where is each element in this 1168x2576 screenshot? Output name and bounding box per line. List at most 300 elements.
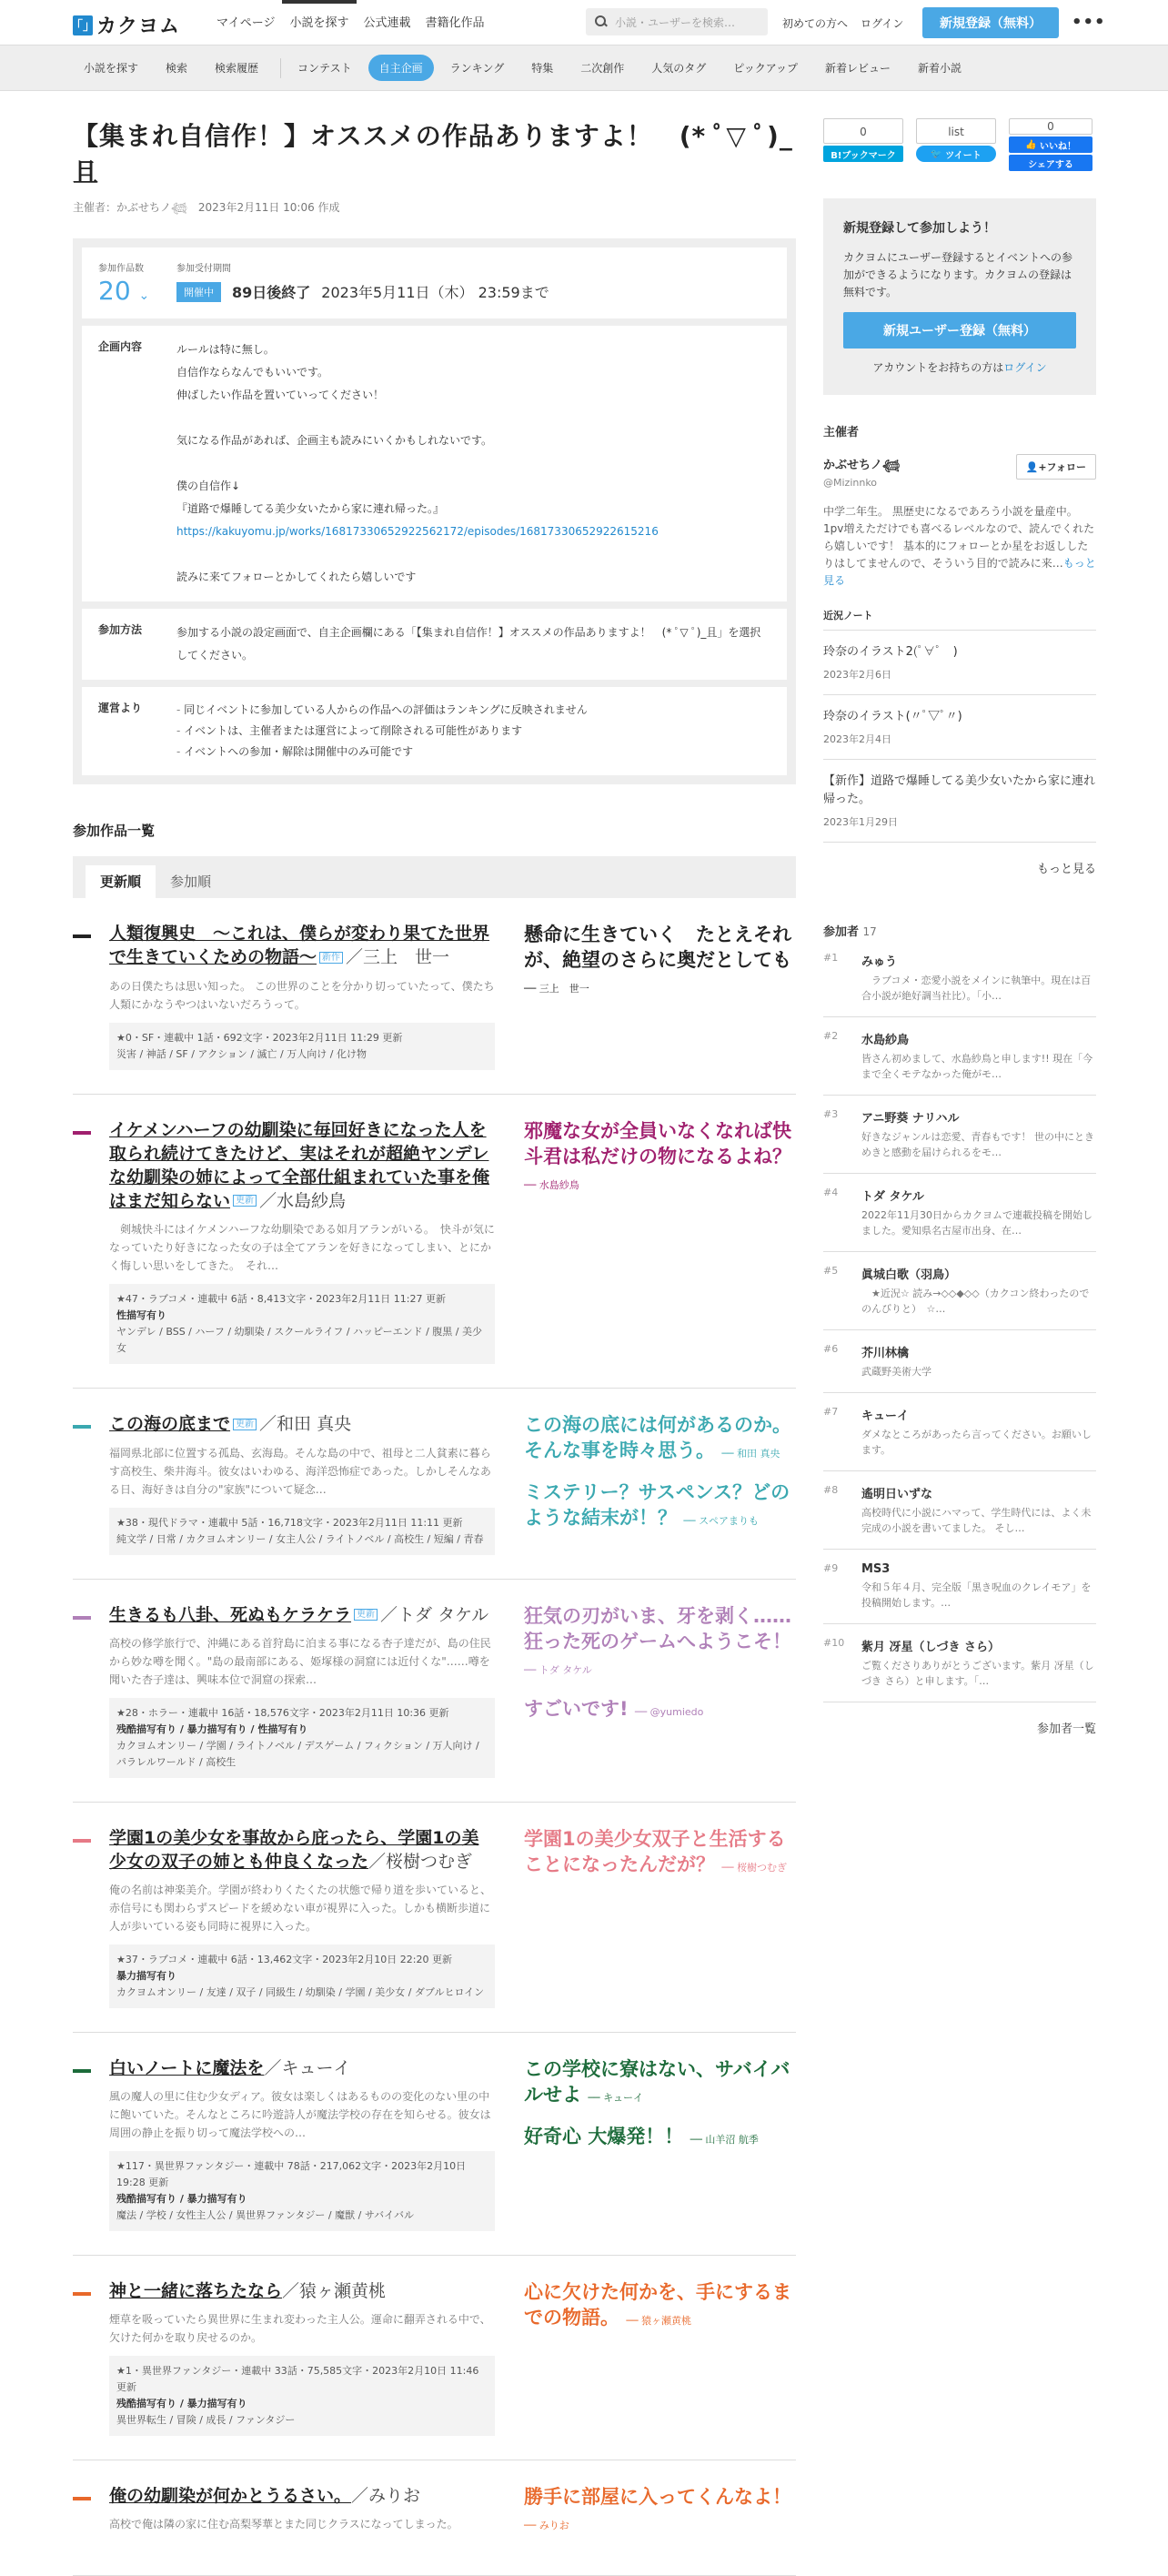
global-nav <box>209 0 492 45</box>
catchphrase[interactable] <box>524 2124 796 2153</box>
participants-count: 17 <box>862 925 877 938</box>
work-author[interactable]: 三上 世一 <box>363 947 450 967</box>
work-title-line <box>109 2279 495 2303</box>
catchphrases <box>495 2484 796 2551</box>
participant-name[interactable]: 紫月 冴星（しづき さら） <box>861 1641 1001 1654</box>
work-title[interactable]: 人類復興史 ～これは、僕らが変わり果てた世界で生きていくための物語～ <box>109 924 490 967</box>
event-method <box>82 609 787 680</box>
participant-name[interactable]: 芥川林檎 <box>861 1347 910 1360</box>
hatena-bookmark[interactable] <box>823 118 903 171</box>
sidebar <box>823 91 1096 1736</box>
work-meta <box>109 1508 495 1555</box>
participant-desc: 令和５年４月、完全版「黒き呪血のクレイモア」を投稿開始します。… <box>861 1581 1092 1609</box>
work-author-sep: ／ <box>346 947 364 967</box>
catchphrase[interactable] <box>524 1696 796 1725</box>
work-meta <box>109 1698 495 1778</box>
work-author-sep: ／ <box>351 2486 369 2506</box>
participant-item[interactable] <box>823 1252 1096 1330</box>
tweet-label: ツイート <box>945 150 982 161</box>
search-input[interactable] <box>586 8 768 35</box>
nav-books[interactable]: 書籍化作品 <box>425 16 485 30</box>
nav-mypage[interactable]: マイページ <box>216 16 276 30</box>
participant-item[interactable] <box>823 1393 1096 1471</box>
work-title-line <box>109 2484 495 2508</box>
page-title: 【集まれ自信作！】オススメの作品ありますよ！ (* ﾟ▽ ﾟ)_且 <box>73 121 793 187</box>
participant-name[interactable]: 眞城白歌（羽鳥） <box>861 1268 957 1282</box>
work-intro: あの日僕たちは思い知った。 この世界のことを分かり切っていたって、僕たち人類にかなうやつはいないだろうって。 <box>109 979 495 1011</box>
ops-item: - 同じイベントに参加している人からの作品への評価はランキングに反映されません <box>176 700 588 721</box>
catch-text: この学校に寮はない、サバイバルせよ <box>524 2058 790 2106</box>
works-heading: 参加作品一覧 <box>73 823 156 839</box>
tweet-button[interactable] <box>916 146 996 162</box>
catch-by: ── 山羊沼 航季 <box>690 2134 759 2146</box>
event-ops <box>82 687 787 775</box>
catch-author: @yumiedo <box>649 1705 704 1718</box>
work-item <box>73 1580 796 1803</box>
event-panel <box>73 238 796 784</box>
color-bar <box>73 1425 91 1429</box>
work-intro: 高校の修学旅行で、沖縄にある首狩島に泊まる事になる杏子達だが、島の住民から妙な噂を聞く。"島の最南部にある、姫塚様の洞窟には近付くな"……噂を聞いた杏子達は、興味本位で洞窟の探索… <box>109 1637 491 1686</box>
subnav-contest[interactable]: コンテスト <box>297 62 352 75</box>
note-title: 玲奈のイラスト(〃ﾟ▽ﾟ〃) <box>823 710 962 723</box>
work-info <box>109 1412 495 1555</box>
search-icon <box>595 15 608 28</box>
entry-period <box>176 260 549 306</box>
work-intro: 福岡県北部に位置する孤島、玄海島。そんな島の中で、祖母と二人貧素に暮らす高校生、柴井海斗。彼女はいわゆる、海洋恐怖症であった。しかしそんなある日、海好きは自分の"家族"について疑念… <box>109 1446 491 1496</box>
catch-author: 桜樹つむぎ <box>737 1862 788 1874</box>
work-author[interactable]: 和田 真央 <box>277 1414 352 1434</box>
catch-by: ── 和田 真央 <box>721 1448 780 1460</box>
host-id: @Mizinnko <box>823 477 878 489</box>
work-author-sep: ／ <box>264 2058 282 2078</box>
participant-rank: #1 <box>823 952 839 964</box>
content-url-link[interactable]: https://kakuyomu.jp/works/16817330652922562172/episodes/16817330652922615216 <box>176 525 659 538</box>
login-link[interactable]: ログイン <box>861 17 904 30</box>
participant-rank: #7 <box>823 1406 839 1418</box>
work-stats: ★0・SF・連載中 1話・692文字・2023年2月11日 11:29 更新 <box>116 1031 403 1044</box>
work-title[interactable]: 俺の幼馴染が何かとうるさい。 <box>109 2486 352 2506</box>
catchphrases <box>495 1118 796 1365</box>
content-line: 気になる作品があれば、企画主も読みにいくかもしれないです。 <box>176 434 493 447</box>
host-desc-text: 中学二年生。 黒歴史になるであろう小説を量産中。 1pv増えただけでも喜べるレベルなので、読んでくれたら嬉しいです！ 基本的にフォローとか星をお返ししたりはしてませんので、そういう目的で読みに来… <box>823 505 1095 570</box>
participant-rank: #3 <box>823 1108 839 1120</box>
work-stats: ★28・ホラー・連載中 16話・18,576文字・2023年2月11日 10:36 更新 <box>116 1707 449 1719</box>
work-title[interactable]: 白いノートに魔法を <box>109 2058 265 2078</box>
catch-author: 山羊沼 航季 <box>705 2134 759 2146</box>
host-heading: 主催者 <box>823 426 860 439</box>
catchphrase[interactable] <box>524 2056 796 2111</box>
notes-more-link[interactable]: もっと見る <box>1036 863 1096 876</box>
participant-rank: #4 <box>823 1187 839 1198</box>
subnav-user-events[interactable]: 自主企画 <box>368 55 434 81</box>
catch-by: ── 桜樹つむぎ <box>721 1862 788 1874</box>
catch-text: 学園1の美少女双子と生活することになったんだが？ <box>524 1828 786 1875</box>
work-meta <box>109 2356 495 2436</box>
catch-by: ── みりお <box>524 2520 569 2531</box>
subnav-search[interactable]: 検索 <box>166 62 188 75</box>
work-title-line <box>109 1118 495 1214</box>
work-title[interactable]: イケメンハーフの幼馴染に毎回好きになった人を取られ続けてきたけど、実はそれが超絶ヤンデレな幼馴染の姉によって全部仕組まれていた事を俺はまだ知らない <box>109 1119 490 1211</box>
work-title-line <box>109 1826 495 1874</box>
participant-rank: #2 <box>823 1030 839 1042</box>
work-warnings: 残酷描写有り / 暴力描写有り <box>116 2193 247 2205</box>
follow-label: フォロー <box>1046 461 1086 473</box>
work-tags[interactable]: ヤンデレ / BSS / ハーフ / 幼馴染 / スクールライフ / ハッピーエンド / 腹黒 / 美少女 <box>116 1326 483 1354</box>
work-tags[interactable]: 災害 / 神話 / SF / アクション / 滅亡 / 万人向け / 化け物 <box>116 1047 367 1060</box>
catch-author: 水島紗鳥 <box>539 1178 579 1191</box>
participants-all-link[interactable]: 参加者一覧 <box>1036 1722 1096 1736</box>
remaining-days: 89日後終了 <box>232 284 311 301</box>
work-title[interactable]: 生きるも八卦、死ぬもケラケラ <box>109 1604 352 1625</box>
like-button[interactable] <box>1009 136 1092 153</box>
new-badge: 新作 <box>319 952 343 964</box>
more-menu-icon[interactable]: ••• <box>1072 13 1106 32</box>
participant-rank: #10 <box>823 1637 845 1649</box>
ops-item: - イベントは、主催者または運営によって削除される可能性があります <box>176 721 588 742</box>
work-author[interactable]: 猿ヶ瀬黄桃 <box>299 2281 387 2301</box>
share-button[interactable]: シェアする <box>1009 155 1092 171</box>
subnav-features[interactable]: 特集 <box>531 62 554 75</box>
catchphrase[interactable] <box>524 2484 796 2539</box>
catch-text: ミステリー？サスペンス？どのような結末が！？ <box>524 1481 790 1529</box>
catch-text: 懸命に生きていく たとえそれが、絶望のさらに奥だとしても <box>524 924 791 971</box>
work-author[interactable]: 水島紗鳥 <box>277 1190 347 1211</box>
hatena-button[interactable]: B!ブックマーク <box>823 146 903 162</box>
catch-text: すごいです! <box>524 1697 629 1720</box>
participant-desc: ダメなところがあったら言ってください。お願いします。 <box>861 1429 1092 1456</box>
participant-item[interactable] <box>823 1624 1096 1702</box>
note-title: 【新作】道路で爆睡してる美少女いたから家に連れ帰った。 <box>823 774 1096 806</box>
work-info <box>109 2484 495 2551</box>
participant-item[interactable] <box>823 1550 1096 1624</box>
work-info <box>109 1603 495 1779</box>
work-author-sep: ／ <box>259 1414 277 1434</box>
subnav-reviews[interactable]: 新着レビュー <box>824 62 891 75</box>
sub-nav <box>0 45 1168 91</box>
event-summary <box>82 247 787 318</box>
ops-label: 運営より <box>98 702 143 714</box>
participant-desc: ご覧くださりありがとうございます。紫月 冴星（しづき さら）と申します。「… <box>861 1660 1094 1687</box>
status-badge: 開催中 <box>176 282 221 302</box>
catch-by: ── @yumiedo <box>634 1705 704 1718</box>
catchphrase[interactable] <box>524 1826 796 1881</box>
nav-find-novels[interactable]: 小説を探す <box>282 0 356 45</box>
main-column <box>73 91 796 2576</box>
participant-item[interactable] <box>823 939 1096 1017</box>
work-item <box>73 898 796 1095</box>
host-more-link[interactable]: もっと見る <box>823 557 1096 587</box>
work-tags[interactable]: 魔法 / 学校 / 女性主人公 / 異世界ファンタジー / 魔獣 / サバイバル <box>116 2209 414 2221</box>
list-tweet[interactable] <box>916 118 996 171</box>
ops-list <box>176 700 588 763</box>
work-item <box>73 1803 796 2033</box>
nav-official[interactable]: 公式連載 <box>363 16 411 30</box>
catch-text: 邪魔な女が全員いなくなれば快斗君は私だけの物になるよね？ <box>524 1119 791 1167</box>
participant-rank: #9 <box>823 1562 839 1574</box>
content-line: ルールは特に無し。 <box>176 343 275 356</box>
catchphrase[interactable] <box>524 922 796 1002</box>
work-title-line <box>109 1412 495 1437</box>
participant-desc: ★近況☆ 読み→◇◇◆◇◇（カクコン終わったのでのんびりと） ☆… <box>861 1288 1090 1315</box>
work-item <box>73 2256 796 2460</box>
work-author[interactable]: トダ タケル <box>398 1604 489 1625</box>
catchphrases <box>495 922 796 1070</box>
participant-rank: #8 <box>823 1484 839 1496</box>
work-author-sep: ／ <box>259 1190 277 1211</box>
participant-item[interactable] <box>823 1096 1096 1174</box>
work-author[interactable]: 桜樹つむぎ <box>386 1852 473 1872</box>
method-label: 参加方法 <box>98 623 143 636</box>
signup-button[interactable]: 新規ユーザー登録（無料） <box>843 312 1076 349</box>
participant-desc: 好きなジャンルは恋愛、青春もです！ 世の中にときめきと感動を届けられるをモ… <box>861 1131 1094 1158</box>
content-label: 企画内容 <box>98 340 143 353</box>
participants-label: 参加者 <box>823 925 860 939</box>
participant-name[interactable]: 水島紗鳥 <box>861 1034 910 1047</box>
catch-author: 和田 真央 <box>737 1448 780 1460</box>
works-tabs <box>73 856 796 898</box>
signup-card <box>823 198 1096 395</box>
note-date: 2023年1月29日 <box>823 816 898 828</box>
like-label: いいね！ <box>1039 141 1076 152</box>
catchphrases <box>495 2279 796 2436</box>
catch-by: ── 猿ヶ瀬黄桃 <box>626 2315 692 2327</box>
work-tags[interactable]: 異世界転生 / 冒険 / 成長 / ファンタジー <box>116 2414 296 2426</box>
content-line: 読みに来てフォローとかしてくれたら嬉しいです <box>176 571 417 583</box>
catchphrase[interactable] <box>524 1480 796 1534</box>
follow-button[interactable] <box>1016 454 1096 480</box>
work-title[interactable]: この海の底まで <box>109 1414 231 1434</box>
catch-by: ── スペアまりも <box>683 1515 760 1527</box>
catch-by: ── 三上 世一 <box>524 983 589 995</box>
login-link[interactable]: ログイン <box>1003 361 1047 374</box>
work-warnings: 残酷描写有り / 暴力描写有り / 性描写有り <box>116 1723 308 1735</box>
participant-desc: ラブコメ・恋愛小説をメインに執筆中。現在は百合小説が絶好調当社比）。「小… <box>861 975 1092 1002</box>
work-author-sep: ／ <box>380 1604 398 1625</box>
catch-author: みりお <box>539 2520 569 2531</box>
event-content <box>82 326 787 601</box>
subnav-find[interactable]: 小説を探す <box>84 62 139 75</box>
participant-item[interactable] <box>823 1330 1096 1393</box>
subnav-fanfic[interactable]: 二次創作 <box>580 62 625 75</box>
thumbs-up-icon: 👍 <box>1025 139 1040 150</box>
subnav-new[interactable]: 新着小説 <box>917 62 962 75</box>
note-item[interactable] <box>823 760 1096 843</box>
work-title-line <box>109 1603 495 1628</box>
catchphrase[interactable] <box>524 2279 796 2334</box>
deadline: 2023年5月11日（木） 23:59まで <box>321 284 549 301</box>
catch-text: 好奇心 大爆発！！ <box>524 2126 684 2147</box>
work-title-line <box>109 922 495 970</box>
catch-author: 猿ヶ瀬黄桃 <box>641 2315 692 2327</box>
signup-text: カクヨムにユーザー登録するとイベントへの参加ができるようになります。カクヨムの登録は無料です。 <box>843 251 1073 298</box>
participant-name[interactable]: アニ野葵 ナリハル <box>861 1112 960 1126</box>
color-bar <box>73 1131 91 1135</box>
participant-item[interactable] <box>823 1471 1096 1550</box>
subnav-history[interactable]: 検索履歴 <box>215 62 259 75</box>
list-button[interactable]: list <box>916 118 996 144</box>
works-list <box>73 898 796 2576</box>
work-meta <box>109 1023 495 1070</box>
catchphrases <box>495 1412 796 1555</box>
color-bar <box>73 1616 91 1620</box>
catch-text: 勝手に部屋に入ってくんなよ！ <box>524 2486 791 2508</box>
participant-desc: 武蔵野美術大学 <box>861 1366 931 1378</box>
work-stats: ★117・異世界ファンタジー・連載中 78話・217,062文字・2023年2月10日 19:28 更新 <box>116 2160 467 2188</box>
like-count: 0 <box>1009 118 1092 135</box>
signup-title: 新規登録して参加しよう！ <box>843 221 996 236</box>
work-tags[interactable]: カクヨムオンリー / 友達 / 双子 / 同級生 / 幼馴染 / 学園 / 美少女 / ダブルヒロイン <box>116 1986 485 1998</box>
work-count-value[interactable] <box>98 276 176 306</box>
work-author-sep: ／ <box>368 1852 387 1872</box>
work-title[interactable]: 神と一緒に落ちたなら <box>109 2281 283 2301</box>
catchphrase[interactable] <box>524 1118 796 1198</box>
login-prompt <box>843 359 1076 375</box>
ops-item: - イベントへの参加・解除は開催中のみ可能です <box>176 742 588 763</box>
work-info <box>109 2056 495 2231</box>
content-line: 伸ばしたい作品を置いていってください！ <box>176 389 385 401</box>
tab-updated[interactable]: 更新順 <box>86 865 156 898</box>
participant-name[interactable]: キューイ <box>861 1409 910 1423</box>
color-bar <box>73 934 91 938</box>
catchphrases <box>495 1826 796 2008</box>
catch-text: 狂気の刃がいま、牙を剥く……狂った死のゲームへようこそ！ <box>524 1604 791 1652</box>
new-badge: 更新 <box>354 1609 378 1621</box>
work-warnings: 暴力描写有り <box>116 1970 176 1982</box>
color-bar <box>73 2069 91 2073</box>
event-host-line: 主催者：かぶせちノ𓆉 2023年2月11日 10:06 作成 <box>73 201 340 214</box>
count-number: 20 <box>98 276 131 306</box>
work-tags[interactable]: 純文学 / 日常 / カクヨムオンリー / 女主人公 / ライトノベル / 高校生 / 短編 / 青春 <box>116 1532 484 1545</box>
participant-item[interactable] <box>823 1017 1096 1096</box>
work-warnings: 残酷描写有り / 暴力描写有り <box>116 2398 247 2409</box>
catch-by: ── トダ タケル <box>524 1663 592 1676</box>
method-text: 参加する小説の設定画面で、自主企画欄にある「【集まれ自信作！】オススメの作品ありますよ！ (* ﾟ▽ ﾟ)_且」を選択してください。 <box>176 626 761 662</box>
work-stats: ★1・異世界ファンタジー・連載中 33話・75,585文字・2023年2月10日 11:46 更新 <box>116 2365 479 2393</box>
catch-author: 三上 世一 <box>539 983 589 995</box>
facebook-like[interactable] <box>1009 118 1092 171</box>
content-body <box>176 338 659 589</box>
note-item[interactable] <box>823 631 1096 695</box>
login-question: アカウントをお持ちの方は <box>872 361 1004 374</box>
note-item[interactable] <box>823 695 1096 760</box>
header-links <box>782 0 916 47</box>
participant-item[interactable] <box>823 1174 1096 1252</box>
work-info <box>109 1118 495 1365</box>
social-buttons <box>823 118 1096 171</box>
work-item <box>73 2033 796 2256</box>
work-meta <box>109 2151 495 2231</box>
work-intro: 俺の名前は神楽美介。学園が終わりくたくたの状態で帰り道を歩いていると、赤信号にも関わらずスピードを緩めない車が視界に入った。しかも横断歩道に人が歩いている姿も同時に視界に入った。 <box>109 1884 492 1933</box>
participant-name[interactable]: トダ タケル <box>861 1190 924 1204</box>
work-intro: 剣城快斗にはイケメンハーフな幼馴染である如月アランがいる。 快斗が気になっていたり好きになった女の子は全てアランを好きになってしまい、とにかく悔しい思いをしてきた。 それ… <box>109 1223 495 1272</box>
work-author[interactable]: みりお <box>368 2486 421 2506</box>
subnav-pickup[interactable]: ピックアップ <box>733 62 798 75</box>
work-title[interactable]: 学園1の美少女を事故から庇ったら、学園1の美少女の双子の姉とも仲良くなった <box>109 1828 479 1872</box>
twitter-icon: 🐦 <box>931 148 946 159</box>
participant-desc: 2022年11月30日からカクヨムで連載投稿を開始しました。愛知県名古屋市出身、在… <box>861 1209 1092 1237</box>
content-line: 僕の自信作↓ <box>176 480 241 492</box>
new-badge: 更新 <box>233 1195 257 1207</box>
catch-text: この海の底には何があるのか。そんな事を時々思う。 <box>524 1414 791 1461</box>
logo-text: カクヨム <box>96 15 181 38</box>
work-meta <box>109 1945 495 2008</box>
work-item <box>73 2460 796 2576</box>
chevron-down-icon: ⌄ <box>138 288 150 303</box>
work-author-sep: ／ <box>282 2281 300 2301</box>
work-info <box>109 2279 495 2436</box>
catchphrases <box>495 2056 796 2231</box>
host-desc <box>823 503 1096 590</box>
work-stats: ★47・ラブコメ・連載中 6話・8,413文字・2023年2月11日 11:27 更新 <box>116 1293 446 1305</box>
work-item <box>73 1095 796 1389</box>
participant-name[interactable]: みゅう <box>861 955 898 969</box>
add-user-icon: 👤+ <box>1025 461 1047 473</box>
participant-desc: 高校時代に小説にハマって、学生時代には、よく未完成の小説を書いてました。 そし… <box>861 1507 1092 1534</box>
host-name[interactable]: かぶせちノ𓆉 <box>823 459 901 472</box>
catchphrase[interactable] <box>524 1603 796 1683</box>
work-item <box>73 1389 796 1580</box>
catch-by: ── キューイ <box>588 2092 644 2104</box>
work-stats: ★37・ラブコメ・連載中 6話・13,462文字・2023年2月10日 22:20 更新 <box>116 1954 452 1965</box>
work-tags[interactable]: カクヨムオンリー / 学園 / ライトノベル / デスゲーム / フィクション / 万人向け / パラレルワールド / 高校生 <box>116 1740 479 1768</box>
new-badge: 更新 <box>233 1419 257 1430</box>
note-date: 2023年2月4日 <box>823 733 891 745</box>
beginners-link[interactable]: 初めての方へ <box>782 17 849 30</box>
top-bar <box>0 0 1168 45</box>
note-date: 2023年2月6日 <box>823 669 891 681</box>
work-author[interactable]: キューイ <box>281 2058 351 2078</box>
participants-list <box>823 939 1096 1702</box>
work-title-line <box>109 2056 495 2080</box>
notes-heading: 近況ノート <box>823 608 1096 631</box>
logo-mark: 「」 <box>73 15 93 35</box>
work-count-label: 参加作品数 <box>98 264 144 274</box>
tab-joined[interactable]: 参加順 <box>170 874 212 890</box>
work-meta <box>109 1284 495 1364</box>
work-info <box>109 1826 495 2008</box>
content-line: 自信作ならなんでもいいです。 <box>176 366 329 379</box>
participant-rank: #5 <box>823 1265 839 1277</box>
work-stats: ★38・現代ドラマ・連載中 5話・16,718文字・2023年2月11日 11:11 更新 <box>116 1516 463 1529</box>
catchphrase[interactable] <box>524 1412 796 1467</box>
note-title: 玲奈のイラスト2(ﾟ∀ﾟ ) <box>823 645 958 659</box>
participant-rank: #6 <box>823 1343 839 1355</box>
work-count <box>98 260 176 306</box>
content-line: 『道路で爆睡してる美少女いたから家に連れ帰った。』 <box>176 502 445 515</box>
color-bar <box>73 1839 91 1843</box>
host-card <box>823 454 1096 590</box>
participant-name[interactable]: MS3 <box>861 1562 891 1576</box>
participants-heading <box>823 922 1096 939</box>
divider <box>280 58 281 78</box>
kakuyomu-logo[interactable] <box>70 11 181 39</box>
work-intro: 風の魔人の里に住む少女ディア。彼女は楽しくはあるものの変化のない里の中に飽いていた。そんなところに吟遊詩人が魔法学校の存在を知らせる。彼女は周囲の静止を振り切って魔法学校への… <box>109 2090 491 2139</box>
period-label: 参加受付期間 <box>176 264 231 274</box>
work-warnings: 性描写有り <box>116 1309 166 1321</box>
hatena-count: 0 <box>823 118 903 144</box>
participant-name[interactable]: 遙明日いずな <box>861 1488 933 1501</box>
register-button[interactable]: 新規登録（無料） <box>922 7 1059 38</box>
catch-author: キューイ <box>603 2092 644 2104</box>
work-info <box>109 922 495 1070</box>
color-bar <box>73 2497 91 2500</box>
subnav-tags[interactable]: 人気のタグ <box>651 62 707 75</box>
work-intro: 煙草を吸っていたら異世界に生まれ変わった主人公。運命に翻弄される中で、欠けた何かを取り戻せるのか。 <box>109 2313 491 2344</box>
subnav-ranking[interactable]: ランキング <box>449 62 505 75</box>
catch-author: トダ タケル <box>539 1663 592 1676</box>
catchphrases <box>495 1603 796 1779</box>
catch-author: スペアまりも <box>699 1515 760 1527</box>
